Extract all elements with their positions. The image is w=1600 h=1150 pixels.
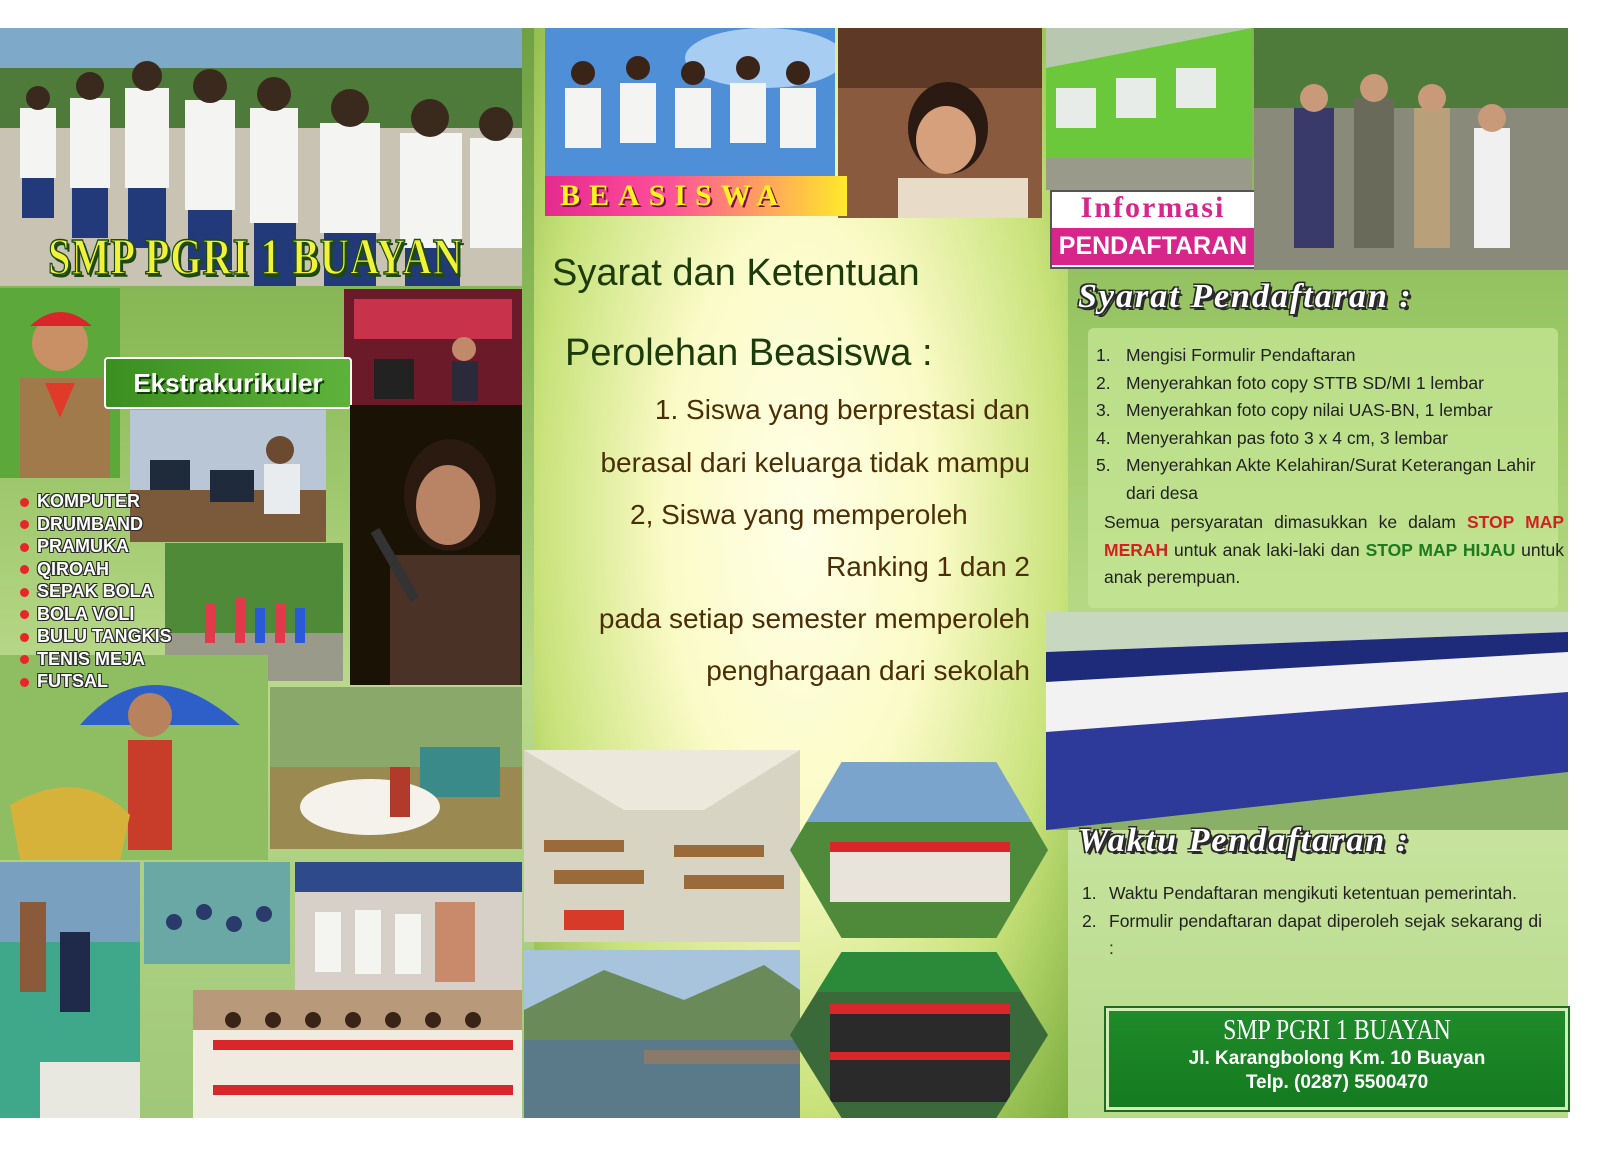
school-title: SMP PGRI 1 BUAYAN (48, 229, 463, 286)
list-item: 5. Menyerahkan Akte Kelahiran/Surat Keterangan Lahir dari desa (1096, 455, 1536, 503)
wedding-field-photo (270, 687, 522, 849)
bridge-lake-photo (524, 950, 800, 1118)
requirements-note: Semua persyaratan dimasukkan ke dalam STOP MAP MERAH untuk anak laki-laki dan STOP MAP HIJAU untuk anak perempuan. (1104, 512, 1565, 587)
beasiswa-line-3: 2, Siswa yang memperoleh (630, 499, 968, 530)
informasi-label: Informasi (1080, 191, 1226, 224)
officials-visit-photo (1254, 28, 1568, 270)
list-item: TENIS MEJA (20, 648, 172, 671)
requirements-list (1096, 342, 1564, 507)
list-item: 3. Menyerahkan foto copy nilai UAS-BN, 1 lembar (1096, 400, 1493, 420)
beasiswa-banner-text: BEASISWA (560, 179, 788, 212)
bullet-icon (20, 678, 29, 687)
school-name: SMP PGRI 1 BUAYAN (1223, 1015, 1451, 1046)
scout-group-photo (790, 952, 1048, 1118)
list-item: 2. Formulir pendaftaran dapat diperoleh sejak sekarang di : (1082, 910, 1542, 958)
scout-boy-photo (0, 288, 120, 478)
beasiswa-line-5: pada setiap semester memperoleh (598, 603, 1030, 634)
syarat-pendaftaran-heading: Syarat Pendaftaran : (1078, 278, 1413, 315)
bullet-icon (20, 655, 29, 664)
list-item: 1. Waktu Pendaftaran mengikuti ketentuan pemerintah. (1082, 883, 1517, 903)
list-item: 2. Menyerahkan foto copy STTB SD/MI 1 lembar (1096, 372, 1484, 393)
bullet-icon (20, 588, 29, 597)
list-item: QIROAH (20, 558, 172, 581)
bullet-icon (20, 543, 29, 552)
list-item: SEPAK BOLA (20, 580, 172, 603)
singer-photo (350, 405, 522, 685)
jumping-students-photo (545, 28, 835, 178)
list-item: BOLA VOLI (20, 603, 172, 626)
bullet-icon (20, 520, 29, 529)
school-phone: Telp. (0287) 5500470 (1245, 1072, 1429, 1093)
list-item: BULU TANGKIS (20, 625, 172, 648)
students-lineup-photo (1046, 612, 1568, 830)
beasiswa-line-6: penghargaan dari sekolah (706, 655, 1030, 686)
beasiswa-heading-1: Syarat dan Ketentuan (552, 252, 920, 294)
list-item: 4. Menyerahkan pas foto 3 x 4 cm, 3 lembar (1096, 427, 1448, 448)
school-address-box (1106, 1008, 1568, 1110)
swimming-pool-photo (0, 862, 140, 1118)
science-lab-photo (295, 862, 522, 990)
bullet-icon (20, 498, 29, 507)
list-item: FUTSAL (20, 670, 172, 693)
school-building-photo (1046, 28, 1252, 190)
bullet-icon (20, 633, 29, 642)
list-item: PRAMUKA (20, 535, 172, 558)
ekstrakurikuler-label: Ekstrakurikuler (104, 357, 352, 409)
beasiswa-line-1: 1. Siswa yang berprestasi dan (654, 394, 1030, 425)
girls-scouts-photo (193, 990, 522, 1118)
bullet-icon (20, 565, 29, 574)
band-stage-photo (344, 289, 522, 409)
bullet-icon (20, 610, 29, 619)
studying-girl-photo (838, 28, 1042, 218)
river-kids-photo (144, 862, 290, 964)
pendaftaran-label: PENDAFTARAN (1052, 228, 1254, 265)
scouts-hill-photo (790, 762, 1048, 938)
waktu-pendaftaran-heading: Waktu Pendaftaran : (1078, 822, 1411, 859)
beasiswa-heading-2: Perolehan Beasiswa : (565, 332, 933, 374)
registration-time-list (1082, 880, 1542, 963)
school-street: Jl. Karangbolong Km. 10 Buayan (1188, 1048, 1486, 1069)
beasiswa-line-4: Ranking 1 dan 2 (826, 551, 1030, 582)
list-item: KOMPUTER (20, 490, 172, 513)
classroom-photo (524, 750, 800, 942)
beasiswa-line-2: berasal dari keluarga tidak mampu (600, 447, 1030, 478)
list-item: DRUMBAND (20, 513, 172, 536)
list-item: 1. Mengisi Formulir Pendaftaran (1096, 345, 1356, 365)
extracurricular-list (20, 490, 172, 693)
